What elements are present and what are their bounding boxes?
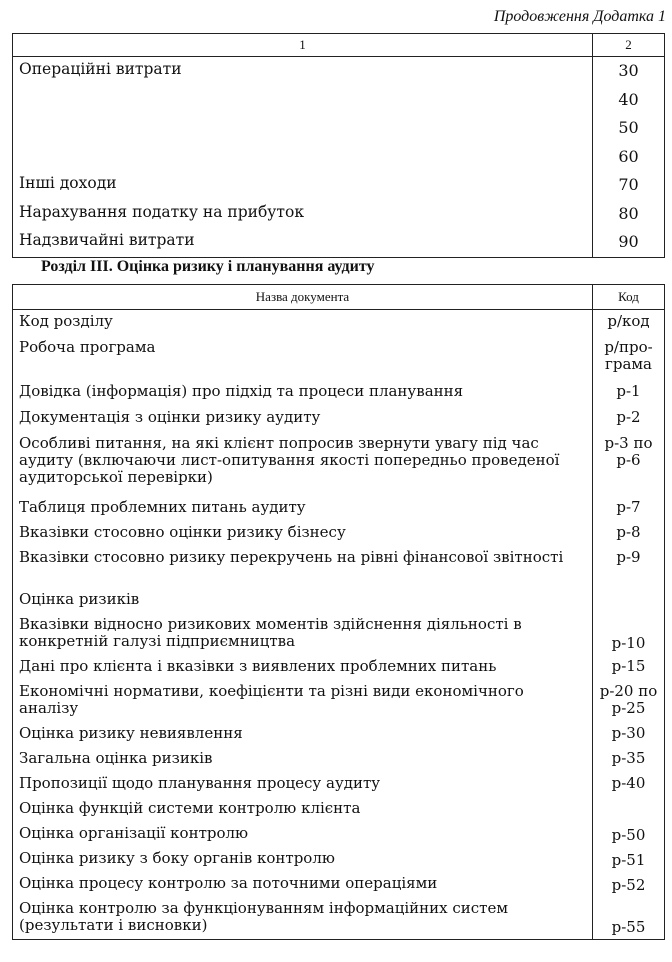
document-code: р-3 по р-6 xyxy=(593,432,665,496)
document-code: р-9 xyxy=(593,546,665,588)
document-code: р-51 xyxy=(593,847,665,872)
row-label xyxy=(13,86,593,115)
table-row xyxy=(13,336,665,380)
document-name: Документація з оцінки ризику аудиту xyxy=(13,406,593,432)
table-row xyxy=(13,847,665,872)
table-row xyxy=(13,171,665,200)
document-name: Дані про клієнта і вказівки з виявлених проблемних питань xyxy=(13,655,593,680)
document-code: р-55 xyxy=(593,897,665,940)
row-value: 50 xyxy=(593,114,665,143)
table-row xyxy=(13,521,665,546)
table-row xyxy=(13,143,665,172)
row-label: Надзвичайні витрати xyxy=(13,228,593,257)
row-value: 70 xyxy=(593,171,665,200)
row-value: 40 xyxy=(593,86,665,115)
table-row xyxy=(13,872,665,897)
document-name: Оцінка контролю за функціонуванням інформаційних систем (результати і висновки) xyxy=(13,897,593,940)
document-name: Оцінка організації контролю xyxy=(13,822,593,847)
document-code: р-1 xyxy=(593,380,665,406)
document-name: Робоча програма xyxy=(13,336,593,380)
row-label: Нарахування податку на прибуток xyxy=(13,200,593,229)
document-code: р-35 xyxy=(593,747,665,772)
document-code: р-8 xyxy=(593,521,665,546)
table-row xyxy=(13,747,665,772)
document-name: Пропозиції щодо планування процесу аудиту xyxy=(13,772,593,797)
document-name: Вказівки стосовно оцінки ризику бізнесу xyxy=(13,521,593,546)
table-row xyxy=(13,406,665,432)
table-header-row xyxy=(13,34,665,57)
document-name: Економічні нормативи, коефіцієнти та різні види економічного аналізу xyxy=(13,680,593,722)
table-row xyxy=(13,57,665,86)
table-row xyxy=(13,228,665,257)
table-row xyxy=(13,546,665,588)
row-label: Операційні витрати xyxy=(13,57,593,86)
table-row xyxy=(13,680,665,722)
document-code: р/про-грама xyxy=(593,336,665,380)
document-name: Загальна оцінка ризиків xyxy=(13,747,593,772)
documents-table xyxy=(12,284,665,940)
document-code: р-15 xyxy=(593,655,665,680)
column-header-code: Код xyxy=(593,285,665,310)
row-value: 80 xyxy=(593,200,665,229)
row-value: 60 xyxy=(593,143,665,172)
table-row xyxy=(13,722,665,747)
table-row xyxy=(13,588,665,613)
document-name: Вказівки відносно ризикових моментів здійснення діяльності в конкретній галузі підприємництва xyxy=(13,613,593,655)
document-name: Таблиця проблемних питань аудиту xyxy=(13,496,593,521)
document-name: Оцінка ризиків xyxy=(13,588,593,613)
document-code: р-10 xyxy=(593,613,665,655)
document-name: Особливі питання, на які клієнт попросив звернути увагу під час аудиту (включаючи лист-опитування якості попередньо проведеної аудиторської перевірки) xyxy=(13,432,593,496)
document-code: р-40 xyxy=(593,772,665,797)
column-header-name: Назва документа xyxy=(13,285,593,310)
document-code: р-50 xyxy=(593,822,665,847)
table-row xyxy=(13,114,665,143)
document-code: р-7 xyxy=(593,496,665,521)
document-name: Оцінка ризику з боку органів контролю xyxy=(13,847,593,872)
document-name: Оцінка процесу контролю за поточними операціями xyxy=(13,872,593,897)
column-header: 1 xyxy=(13,34,593,57)
income-codes-table xyxy=(12,33,665,258)
table-row xyxy=(13,613,665,655)
row-value: 30 xyxy=(593,57,665,86)
table-row xyxy=(13,655,665,680)
table-row xyxy=(13,380,665,406)
table-row xyxy=(13,897,665,940)
column-header: 2 xyxy=(593,34,665,57)
row-value: 90 xyxy=(593,228,665,257)
row-label xyxy=(13,143,593,172)
row-label xyxy=(13,114,593,143)
document-name: Вказівки стосовно ризику перекручень на рівні фінансової звітності xyxy=(13,546,593,588)
table-row xyxy=(13,797,665,822)
document-code: р-2 xyxy=(593,406,665,432)
document-code: р-30 xyxy=(593,722,665,747)
row-label: Інші доходи xyxy=(13,171,593,200)
document-code: р/код xyxy=(593,310,665,336)
table-row xyxy=(13,496,665,521)
table-row xyxy=(13,432,665,496)
document-name: Код розділу xyxy=(13,310,593,336)
document-name: Оцінка функцій системи контролю клієнта xyxy=(13,797,593,822)
document-code xyxy=(593,797,665,822)
table-header-row xyxy=(13,285,665,310)
table-row xyxy=(13,310,665,336)
table-row xyxy=(13,822,665,847)
continuation-note: Продовження Додатка 1 xyxy=(493,8,666,25)
document-code: р-20 по р-25 xyxy=(593,680,665,722)
document-code: р-52 xyxy=(593,872,665,897)
table-row xyxy=(13,200,665,229)
table-row xyxy=(13,86,665,115)
section-title: Розділ III. Оцінка ризику і планування аудиту xyxy=(41,258,375,275)
table-row xyxy=(13,772,665,797)
document-code xyxy=(593,588,665,613)
document-name: Оцінка ризику невиявлення xyxy=(13,722,593,747)
document-name: Довідка (інформація) про підхід та процеси планування xyxy=(13,380,593,406)
